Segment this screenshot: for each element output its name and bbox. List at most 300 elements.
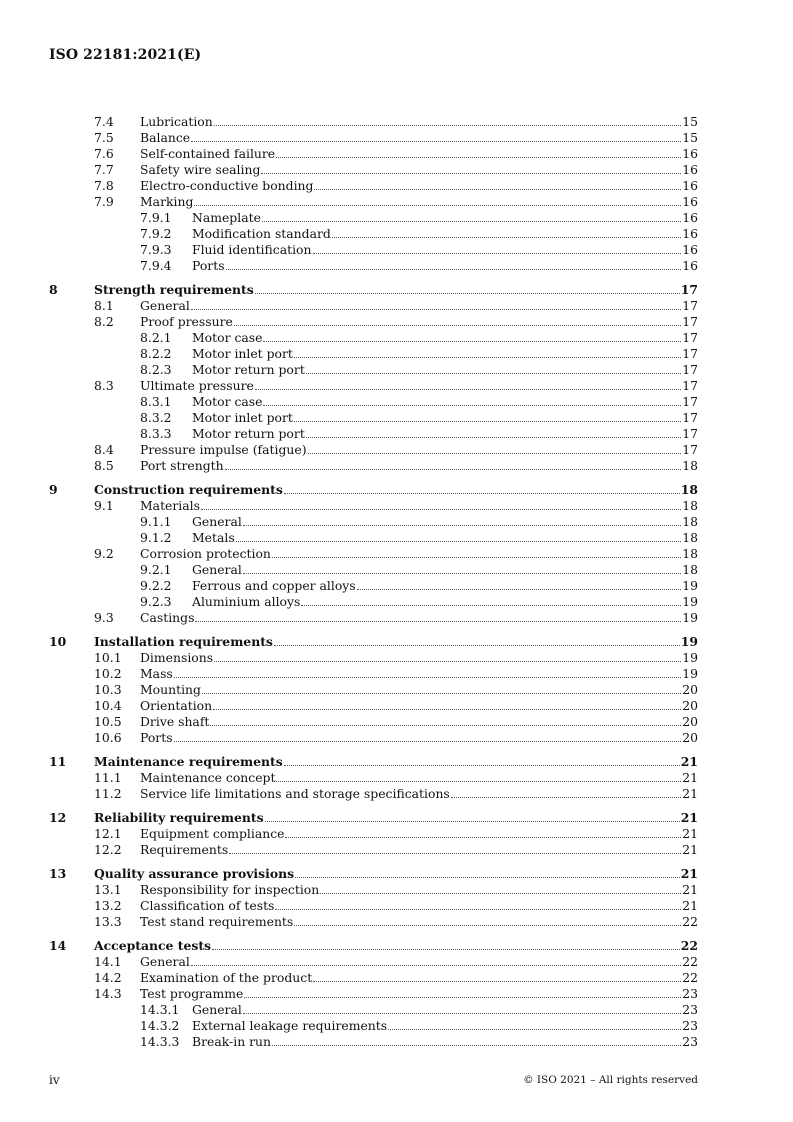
toc-entry-title: Modification standard: [192, 226, 331, 241]
toc-entry-number: 13.2: [94, 898, 122, 913]
toc-entry[interactable]: [49, 281, 698, 297]
toc-entry[interactable]: [49, 681, 698, 697]
toc-entry[interactable]: [49, 209, 698, 225]
toc-entry-number: 10.5: [94, 714, 122, 729]
toc-entry-number: 13: [49, 866, 67, 881]
toc-entry-title: General: [140, 298, 190, 313]
toc-entry-title: Test stand requirements: [140, 914, 294, 929]
toc-entry-line: [140, 786, 698, 801]
dot-leader: [201, 509, 681, 510]
toc-entry-title: Requirements: [140, 842, 229, 857]
toc-entry-number: 10.1: [94, 650, 122, 665]
dot-leader: [294, 357, 681, 358]
toc-entry-number: 8.5: [94, 458, 114, 473]
toc-entry-line: [192, 1018, 698, 1033]
toc-entry[interactable]: [49, 481, 698, 497]
table-of-contents: [49, 113, 698, 1049]
toc-entry-title: Materials: [140, 498, 200, 513]
toc-entry-number: 9.3: [94, 610, 114, 625]
toc-entry-number: 9.1.2: [140, 530, 172, 545]
toc-entry-page: 21: [682, 842, 698, 857]
toc-entry[interactable]: [49, 497, 698, 513]
toc-entry-page: 17: [682, 362, 698, 377]
toc-entry[interactable]: [49, 953, 698, 969]
toc-entry-number: 11.2: [94, 786, 122, 801]
toc-entry-number: 7.5: [94, 130, 114, 145]
toc-entry-page: 23: [682, 986, 698, 1001]
toc-entry-number: 9.2.3: [140, 594, 172, 609]
toc-entry-title: Installation requirements: [94, 634, 273, 649]
toc-entry-page: 21: [682, 786, 698, 801]
toc-entry-line: [140, 178, 698, 193]
toc-entry-page: 17: [682, 442, 698, 457]
toc-entry-line: [140, 682, 698, 697]
toc-entry-line: [140, 970, 698, 985]
dot-leader: [306, 373, 681, 374]
toc-entry-title: Motor inlet port: [192, 346, 293, 361]
toc-entry[interactable]: [49, 113, 698, 129]
toc-entry-line: [140, 546, 698, 561]
toc-entry-title: Motor inlet port: [192, 410, 293, 425]
toc-entry-number: 7.9.3: [140, 242, 172, 257]
toc-entry-page: 17: [682, 394, 698, 409]
toc-entry-title: Quality assurance provisions: [94, 866, 295, 881]
toc-entry-page: 23: [682, 1002, 698, 1017]
toc-entry[interactable]: [49, 161, 698, 177]
toc-entry-page: 16: [682, 226, 698, 241]
dot-leader: [234, 325, 681, 326]
toc-entry-number: 7.4: [94, 114, 114, 129]
toc-entry-page: 15: [682, 114, 698, 129]
toc-entry[interactable]: [49, 633, 698, 649]
toc-entry-line: [140, 162, 698, 177]
dot-leader: [451, 797, 681, 798]
dot-leader: [226, 269, 682, 270]
dot-leader: [244, 997, 681, 998]
toc-entry-page: 20: [682, 730, 698, 745]
dot-leader: [332, 237, 681, 238]
copyright-notice: © ISO 2021 – All rights reserved: [523, 1074, 698, 1086]
dot-leader: [265, 821, 680, 822]
toc-entry[interactable]: [49, 841, 698, 857]
toc-entry-page: 23: [682, 1018, 698, 1033]
toc-entry-page: 17: [682, 314, 698, 329]
toc-entry[interactable]: [49, 545, 698, 561]
toc-entry-title: Motor case: [192, 330, 263, 345]
toc-entry-line: [192, 362, 698, 377]
toc-entry-title: Maintenance requirements: [94, 754, 283, 769]
toc-entry-page: 17: [682, 378, 698, 393]
dot-leader: [274, 645, 680, 646]
dot-leader: [191, 309, 681, 310]
toc-entry[interactable]: [49, 729, 698, 745]
dot-leader: [195, 621, 681, 622]
toc-entry-title: Maintenance concept: [140, 770, 276, 785]
toc-entry-number: 8.3.3: [140, 426, 172, 441]
toc-entry-page: 21: [680, 754, 698, 769]
dot-leader: [272, 1045, 681, 1046]
toc-entry[interactable]: [49, 241, 698, 257]
toc-entry[interactable]: [49, 513, 698, 529]
toc-entry-line: [140, 954, 698, 969]
toc-entry-page: 21: [682, 770, 698, 785]
toc-entry[interactable]: [49, 1033, 698, 1049]
dot-leader: [262, 221, 681, 222]
toc-entry[interactable]: [49, 257, 698, 273]
toc-entry-line: [94, 866, 698, 881]
toc-entry-number: 14.3.2: [140, 1018, 180, 1033]
toc-entry-title: Motor case: [192, 394, 263, 409]
toc-entry-title: Strength requirements: [94, 282, 254, 297]
toc-entry-number: 14: [49, 938, 67, 953]
toc-entry-line: [140, 730, 698, 745]
toc-entry-title: General: [192, 1002, 242, 1017]
dot-leader: [225, 469, 682, 470]
dot-leader: [313, 253, 682, 254]
toc-entry-line: [94, 634, 698, 649]
dot-leader: [255, 389, 681, 390]
toc-entry[interactable]: [49, 377, 698, 393]
toc-entry[interactable]: [49, 593, 698, 609]
toc-entry[interactable]: [49, 361, 698, 377]
toc-entry[interactable]: [49, 177, 698, 193]
toc-entry[interactable]: [49, 969, 698, 985]
toc-entry[interactable]: [49, 393, 698, 409]
toc-entry-line: [140, 882, 698, 897]
dot-leader: [194, 205, 681, 206]
toc-entry[interactable]: [49, 425, 698, 441]
toc-entry[interactable]: [49, 649, 698, 665]
toc-entry-page: 17: [682, 330, 698, 345]
toc-entry-page: 19: [682, 578, 698, 593]
dot-leader: [236, 541, 682, 542]
toc-entry-number: 12: [49, 810, 67, 825]
toc-entry-number: 8.3.1: [140, 394, 172, 409]
dot-leader: [284, 765, 680, 766]
dot-leader: [243, 1013, 681, 1014]
toc-entry-title: Drive shaft: [140, 714, 210, 729]
toc-entry-number: 9.2: [94, 546, 114, 561]
toc-entry-page: 21: [680, 810, 698, 825]
toc-entry[interactable]: [49, 697, 698, 713]
toc-entry-line: [94, 482, 698, 497]
toc-entry-page: 21: [682, 826, 698, 841]
toc-entry-page: 20: [682, 682, 698, 697]
toc-entry-title: Classification of tests: [140, 898, 275, 913]
toc-entry-line: [140, 650, 698, 665]
toc-entry-title: Test programme: [140, 986, 244, 1001]
toc-entry-title: Port strength: [140, 458, 224, 473]
toc-entry-title: Castings: [140, 610, 195, 625]
toc-entry[interactable]: [49, 145, 698, 161]
toc-entry[interactable]: [49, 713, 698, 729]
toc-entry-title: Service life limitations and storage specifications: [140, 786, 450, 801]
toc-entry-page: 20: [682, 714, 698, 729]
toc-entry-line: [192, 258, 698, 273]
toc-entry[interactable]: [49, 1017, 698, 1033]
toc-entry-title: Metals: [192, 530, 235, 545]
dot-leader: [191, 965, 681, 966]
toc-entry-line: [140, 698, 698, 713]
toc-entry-line: [140, 826, 698, 841]
toc-entry[interactable]: [49, 225, 698, 241]
toc-entry-line: [94, 282, 698, 297]
dot-leader: [313, 981, 681, 982]
toc-entry-number: 8.3: [94, 378, 114, 393]
dot-leader: [174, 741, 682, 742]
toc-entry[interactable]: [49, 313, 698, 329]
toc-entry-title: General: [192, 562, 242, 577]
toc-entry-title: Electro-conductive bonding: [140, 178, 314, 193]
dot-leader: [275, 909, 681, 910]
toc-entry-title: External leakage requirements: [192, 1018, 388, 1033]
toc-entry[interactable]: [49, 825, 698, 841]
toc-entry-line: [140, 114, 698, 129]
toc-entry[interactable]: [49, 985, 698, 1001]
toc-entry-number: 8.2.2: [140, 346, 172, 361]
toc-entry-line: [94, 754, 698, 769]
dot-leader: [202, 693, 681, 694]
toc-entry-title: Self-contained failure: [140, 146, 276, 161]
toc-entry-page: 18: [682, 514, 698, 529]
toc-entry[interactable]: [49, 577, 698, 593]
toc-entry-page: 17: [682, 298, 698, 313]
dot-leader: [294, 421, 681, 422]
toc-entry-title: Balance: [140, 130, 191, 145]
toc-entry-line: [140, 194, 698, 209]
toc-entry-number: 9.1: [94, 498, 114, 513]
toc-entry[interactable]: [49, 609, 698, 625]
toc-entry-number: 9.2.2: [140, 578, 172, 593]
dot-leader: [191, 141, 681, 142]
toc-entry[interactable]: [49, 457, 698, 473]
toc-entry-number: 9.1.1: [140, 514, 172, 529]
toc-entry-number: 7.6: [94, 146, 114, 161]
toc-entry-title: Nameplate: [192, 210, 261, 225]
toc-entry-page: 19: [682, 666, 698, 681]
toc-entry-title: Dimensions: [140, 650, 214, 665]
dot-leader: [174, 677, 681, 678]
dot-leader: [276, 157, 681, 158]
toc-entry-line: [140, 378, 698, 393]
toc-entry[interactable]: [49, 913, 698, 929]
toc-entry-page: 17: [680, 282, 698, 297]
toc-entry[interactable]: [49, 409, 698, 425]
toc-entry-line: [140, 314, 698, 329]
toc-entry-line: [140, 610, 698, 625]
dot-leader: [263, 405, 681, 406]
toc-entry-page: 18: [682, 498, 698, 513]
toc-entry-number: 8.2.1: [140, 330, 172, 345]
toc-entry[interactable]: [49, 785, 698, 801]
toc-entry-line: [140, 770, 698, 785]
toc-entry-title: Equipment compliance: [140, 826, 285, 841]
toc-entry-page: 22: [680, 938, 698, 953]
toc-entry-page: 17: [682, 426, 698, 441]
toc-entry-line: [94, 810, 698, 825]
toc-entry-number: 7.9.4: [140, 258, 172, 273]
toc-entry-page: 19: [682, 650, 698, 665]
toc-entry-number: 8.2.3: [140, 362, 172, 377]
toc-entry-page: 18: [682, 458, 698, 473]
toc-entry-number: 10.6: [94, 730, 122, 745]
toc-entry[interactable]: [49, 769, 698, 785]
toc-entry-line: [140, 146, 698, 161]
toc-entry[interactable]: [49, 441, 698, 457]
toc-entry-page: 23: [682, 1034, 698, 1049]
toc-entry-number: 7.7: [94, 162, 114, 177]
toc-entry-line: [192, 1034, 698, 1049]
toc-entry-title: Pressure impulse (fatigue): [140, 442, 307, 457]
toc-entry-number: 9: [49, 482, 58, 497]
toc-entry-number: 8.2: [94, 314, 114, 329]
toc-entry-line: [192, 346, 698, 361]
toc-entry[interactable]: [49, 193, 698, 209]
toc-entry-title: Corrosion protection: [140, 546, 271, 561]
toc-entry-line: [192, 394, 698, 409]
toc-entry-title: Fluid identification: [192, 242, 312, 257]
dot-leader: [285, 837, 681, 838]
toc-entry-page: 22: [682, 914, 698, 929]
toc-entry-line: [192, 226, 698, 241]
toc-entry[interactable]: [49, 753, 698, 769]
dot-leader: [284, 493, 680, 494]
dot-leader: [229, 853, 681, 854]
toc-entry-line: [192, 562, 698, 577]
toc-entry-number: 14.3.1: [140, 1002, 180, 1017]
toc-entry-number: 10: [49, 634, 67, 649]
toc-entry-line: [192, 514, 698, 529]
toc-entry-title: Motor return port: [192, 362, 305, 377]
toc-entry-title: Break-in run: [192, 1034, 271, 1049]
toc-entry[interactable]: [49, 561, 698, 577]
toc-entry[interactable]: [49, 1001, 698, 1017]
document-id-header: ISO 22181:2021(E): [49, 47, 202, 63]
dot-leader: [320, 893, 681, 894]
toc-entry-page: 16: [682, 242, 698, 257]
toc-entry-title: Motor return port: [192, 426, 305, 441]
toc-entry[interactable]: [49, 937, 698, 953]
toc-entry[interactable]: [49, 897, 698, 913]
toc-entry-page: 22: [682, 954, 698, 969]
toc-entry-number: 9.2.1: [140, 562, 172, 577]
toc-entry[interactable]: [49, 129, 698, 145]
dot-leader: [261, 173, 681, 174]
dot-leader: [272, 557, 681, 558]
dot-leader: [210, 725, 681, 726]
toc-entry-number: 14.3: [94, 986, 122, 1001]
toc-entry-page: 21: [682, 898, 698, 913]
toc-entry[interactable]: [49, 529, 698, 545]
toc-entry[interactable]: [49, 297, 698, 313]
toc-entry-title: Lubrication: [140, 114, 213, 129]
toc-entry-line: [140, 498, 698, 513]
toc-entry-number: 7.9.1: [140, 210, 172, 225]
toc-entry-line: [140, 898, 698, 913]
toc-entry-title: Examination of the product: [140, 970, 313, 985]
toc-entry-number: 12.1: [94, 826, 122, 841]
toc-entry-number: 10.4: [94, 698, 122, 713]
toc-entry[interactable]: [49, 329, 698, 345]
toc-entry-line: [140, 458, 698, 473]
toc-entry-line: [192, 578, 698, 593]
toc-entry-title: General: [140, 954, 190, 969]
toc-entry-page: 17: [682, 346, 698, 361]
toc-entry-line: [192, 242, 698, 257]
toc-entry-title: Safety wire sealing: [140, 162, 261, 177]
toc-entry[interactable]: [49, 665, 698, 681]
toc-entry-title: Reliability requirements: [94, 810, 264, 825]
toc-entry-page: 16: [682, 178, 698, 193]
toc-entry-number: 8.1: [94, 298, 114, 313]
toc-entry-line: [140, 298, 698, 313]
toc-entry-title: Proof pressure: [140, 314, 233, 329]
dot-leader: [243, 573, 681, 574]
toc-entry-line: [140, 130, 698, 145]
toc-entry-line: [140, 986, 698, 1001]
toc-entry-line: [192, 410, 698, 425]
toc-entry-number: 7.8: [94, 178, 114, 193]
toc-entry-line: [94, 938, 698, 953]
dot-leader: [263, 341, 681, 342]
toc-entry-number: 8.4: [94, 442, 114, 457]
toc-entry-title: Ports: [192, 258, 225, 273]
dot-leader: [214, 661, 681, 662]
toc-entry-page: 20: [682, 698, 698, 713]
toc-entry-number: 10.3: [94, 682, 122, 697]
toc-entry-line: [192, 210, 698, 225]
toc-entry-title: Ultimate pressure: [140, 378, 254, 393]
dot-leader: [294, 925, 681, 926]
toc-entry-number: 14.2: [94, 970, 122, 985]
toc-entry-title: Ports: [140, 730, 173, 745]
dot-leader: [276, 781, 681, 782]
dot-leader: [306, 437, 681, 438]
toc-entry[interactable]: [49, 809, 698, 825]
toc-entry-line: [140, 914, 698, 929]
toc-entry-page: 21: [682, 882, 698, 897]
dot-leader: [243, 525, 681, 526]
toc-entry-page: 16: [682, 210, 698, 225]
toc-entry-page: 17: [682, 410, 698, 425]
dot-leader: [357, 589, 682, 590]
toc-entry-page: 19: [682, 594, 698, 609]
toc-entry-page: 22: [682, 970, 698, 985]
dot-leader: [295, 877, 680, 878]
toc-entry-title: Responsibility for inspection: [140, 882, 320, 897]
toc-entry-line: [140, 714, 698, 729]
dot-leader: [301, 605, 681, 606]
toc-entry-line: [192, 426, 698, 441]
toc-entry-number: 14.3.3: [140, 1034, 180, 1049]
toc-entry-title: Orientation: [140, 698, 213, 713]
dot-leader: [214, 125, 681, 126]
toc-entry-page: 19: [682, 610, 698, 625]
toc-entry-title: Marking: [140, 194, 194, 209]
toc-entry-page: 16: [682, 258, 698, 273]
toc-entry-title: General: [192, 514, 242, 529]
toc-entry[interactable]: [49, 881, 698, 897]
toc-entry-title: Mounting: [140, 682, 201, 697]
toc-entry[interactable]: [49, 345, 698, 361]
toc-entry-number: 13.3: [94, 914, 122, 929]
toc-entry-number: 7.9: [94, 194, 114, 209]
dot-leader: [213, 709, 681, 710]
toc-entry-page: 18: [682, 562, 698, 577]
toc-entry[interactable]: [49, 865, 698, 881]
toc-entry-title: Acceptance tests: [94, 938, 212, 953]
dot-leader: [212, 949, 680, 950]
